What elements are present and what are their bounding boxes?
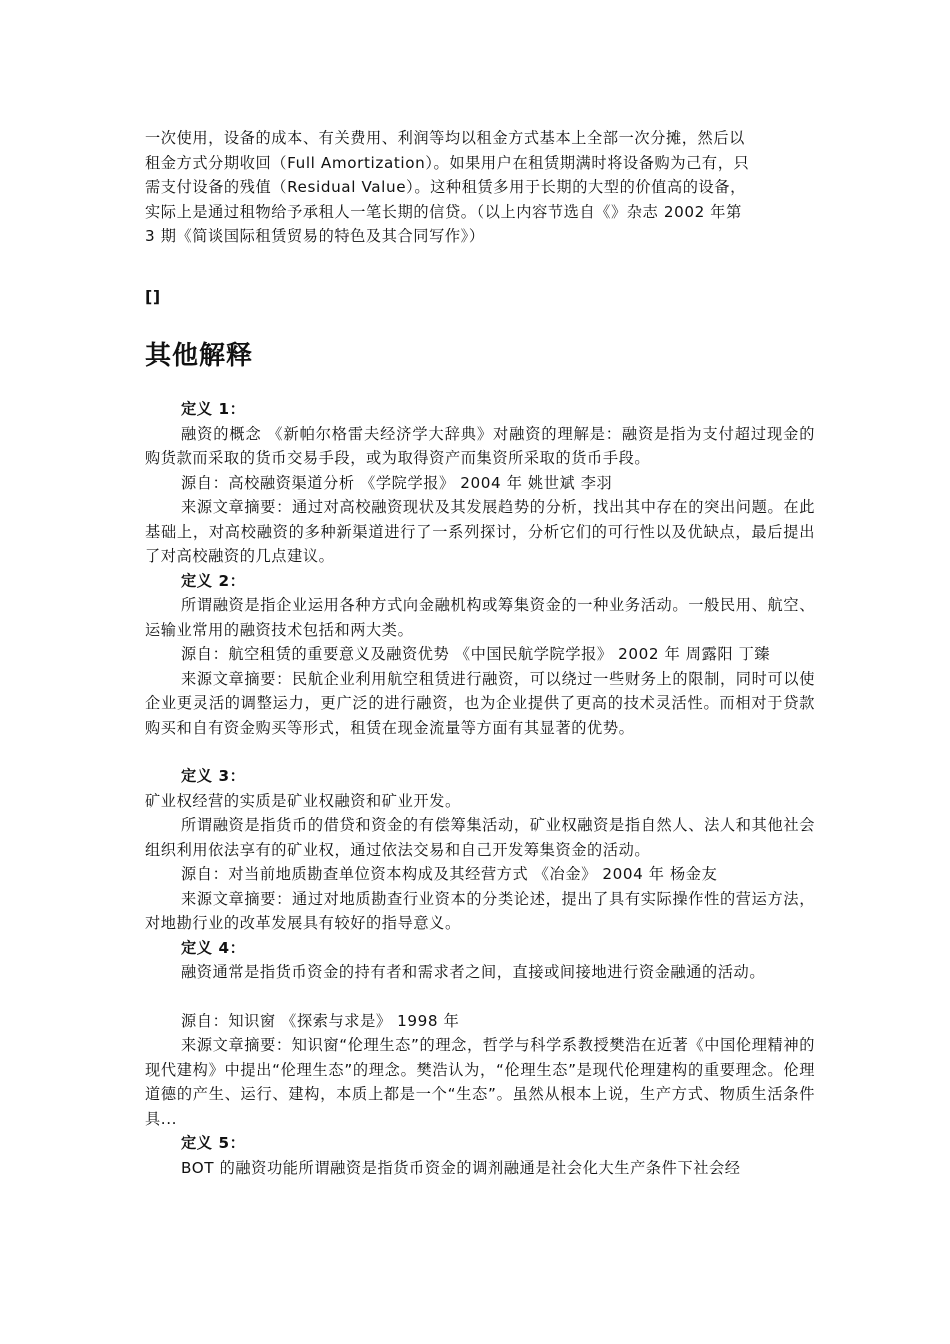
definition-body: BOT 的融资功能所谓融资是指货币资金的调剂融通是社会化大生产条件下社会经 <box>181 1158 741 1177</box>
definition-label: 定义 4： <box>181 938 246 957</box>
definition-source: 源自：高校融资渠道分析 《学院学报》 2004 年 姚世斌 李羽 <box>181 473 613 492</box>
intro-paragraph <box>145 126 815 249</box>
section-title: 其他解释 <box>145 341 254 371</box>
definition-lead: 矿业权经营的实质是矿业权融资和矿业开发。 <box>145 791 461 810</box>
intro-line: 实际上是通过租物给予承租人一笔长期的信贷。（以上内容节选自《》杂志 2002 年第 <box>145 202 742 221</box>
definition-abstract: 来源文章摘要：知识窗“伦理生态”的理念，哲学与科学系教授樊浩在近著《中国伦理精神的现代建构》中提出“伦理生态”的理念。樊浩认为，“伦理生态”是现代伦理建构的重要理念。伦理道德的产生、运行、建构，本质上都是一个“生态”。虽然从根本上说，生产方式、物质生活条件具... <box>145 1036 815 1128</box>
definition-body: 融资的概念 《新帕尔格雷夫经济学大辞典》对融资的理解是：融资是指为支付超过现金的购货款而采取的货币交易手段，或为取得资产而集资所采取的货币手段。 <box>145 424 815 467</box>
intro-line: 3 期《简谈国际租赁贸易的特色及其合同写作》） <box>145 227 485 245</box>
intro-line: 租金方式分期收回（Full Amortization）。如果用户在租赁期满时将设备购为己有，只 <box>145 153 750 172</box>
definition-abstract: 来源文章摘要：民航企业利用航空租赁进行融资，可以绕过一些财务上的限制，同时可以使企业更灵活的调整运力，更广泛的进行融资，也为企业提供了更高的技术灵活性。而相对于贷款购买和自有资金购买等形式，租赁在现金流量等方面有其显著的优势。 <box>145 669 815 737</box>
definition-label: 定义 5： <box>181 1134 246 1152</box>
definition-abstract: 来源文章摘要：通过对地质勘查行业资本的分类论述，提出了具有实际操作性的营运方法，对地勘行业的改革发展具有较好的指导意义。 <box>145 889 815 932</box>
definition-2 <box>145 569 815 741</box>
definition-source: 源自：知识窗 《探索与求是》 1998 年 <box>181 1011 460 1030</box>
definition-source: 源自：对当前地质勘查单位资本构成及其经营方式 《冶金》 2004 年 杨金友 <box>181 865 718 883</box>
definition-body: 所谓融资是指企业运用各种方式向金融机构或筹集资金的一种业务活动。一般民用、航空、运输业常用的融资技术包括和两大类。 <box>145 596 815 639</box>
spacer <box>145 740 815 764</box>
definition-abstract: 来源文章摘要：通过对高校融资现状及其发展趋势的分析，找出其中存在的突出问题。在此基础上，对高校融资的多种新渠道进行了一系列探讨，分析它们的可行性以及优缺点，最后提出了对高校融资的几点建议。 <box>145 498 815 565</box>
definition-5 <box>145 1131 815 1180</box>
intro-line: 需支付设备的残值（Residual Value）。这种租赁多用于长期的大型的价值高的设备， <box>145 178 746 196</box>
spacer <box>145 985 815 1009</box>
document-page <box>145 126 815 1180</box>
definition-label: 定义 1： <box>181 400 246 418</box>
intro-line: 一次使用，设备的成本、有关费用、利润等均以租金方式基本上全部一次分摊，然后以 <box>145 129 745 147</box>
definition-body: 所谓融资是指货币的借贷和资金的有偿筹集活动，矿业权融资是指自然人、法人和其他社会组织利用依法享有的矿业权，通过依法交易和自己开发筹集资金的活动。 <box>145 816 815 859</box>
definition-body: 融资通常是指货币资金的持有者和需求者之间，直接或间接地进行资金融通的活动。 <box>181 963 766 981</box>
definition-label: 定义 3： <box>181 767 246 785</box>
definition-source: 源自：航空租赁的重要意义及融资优势 《中国民航学院学报》 2002 年 周露阳 丁臻 <box>181 645 771 663</box>
definition-3 <box>145 764 815 936</box>
empty-reference: [] <box>145 286 161 306</box>
definition-label: 定义 2： <box>181 571 246 590</box>
definition-1 <box>145 397 815 569</box>
definition-4 <box>145 936 815 1132</box>
